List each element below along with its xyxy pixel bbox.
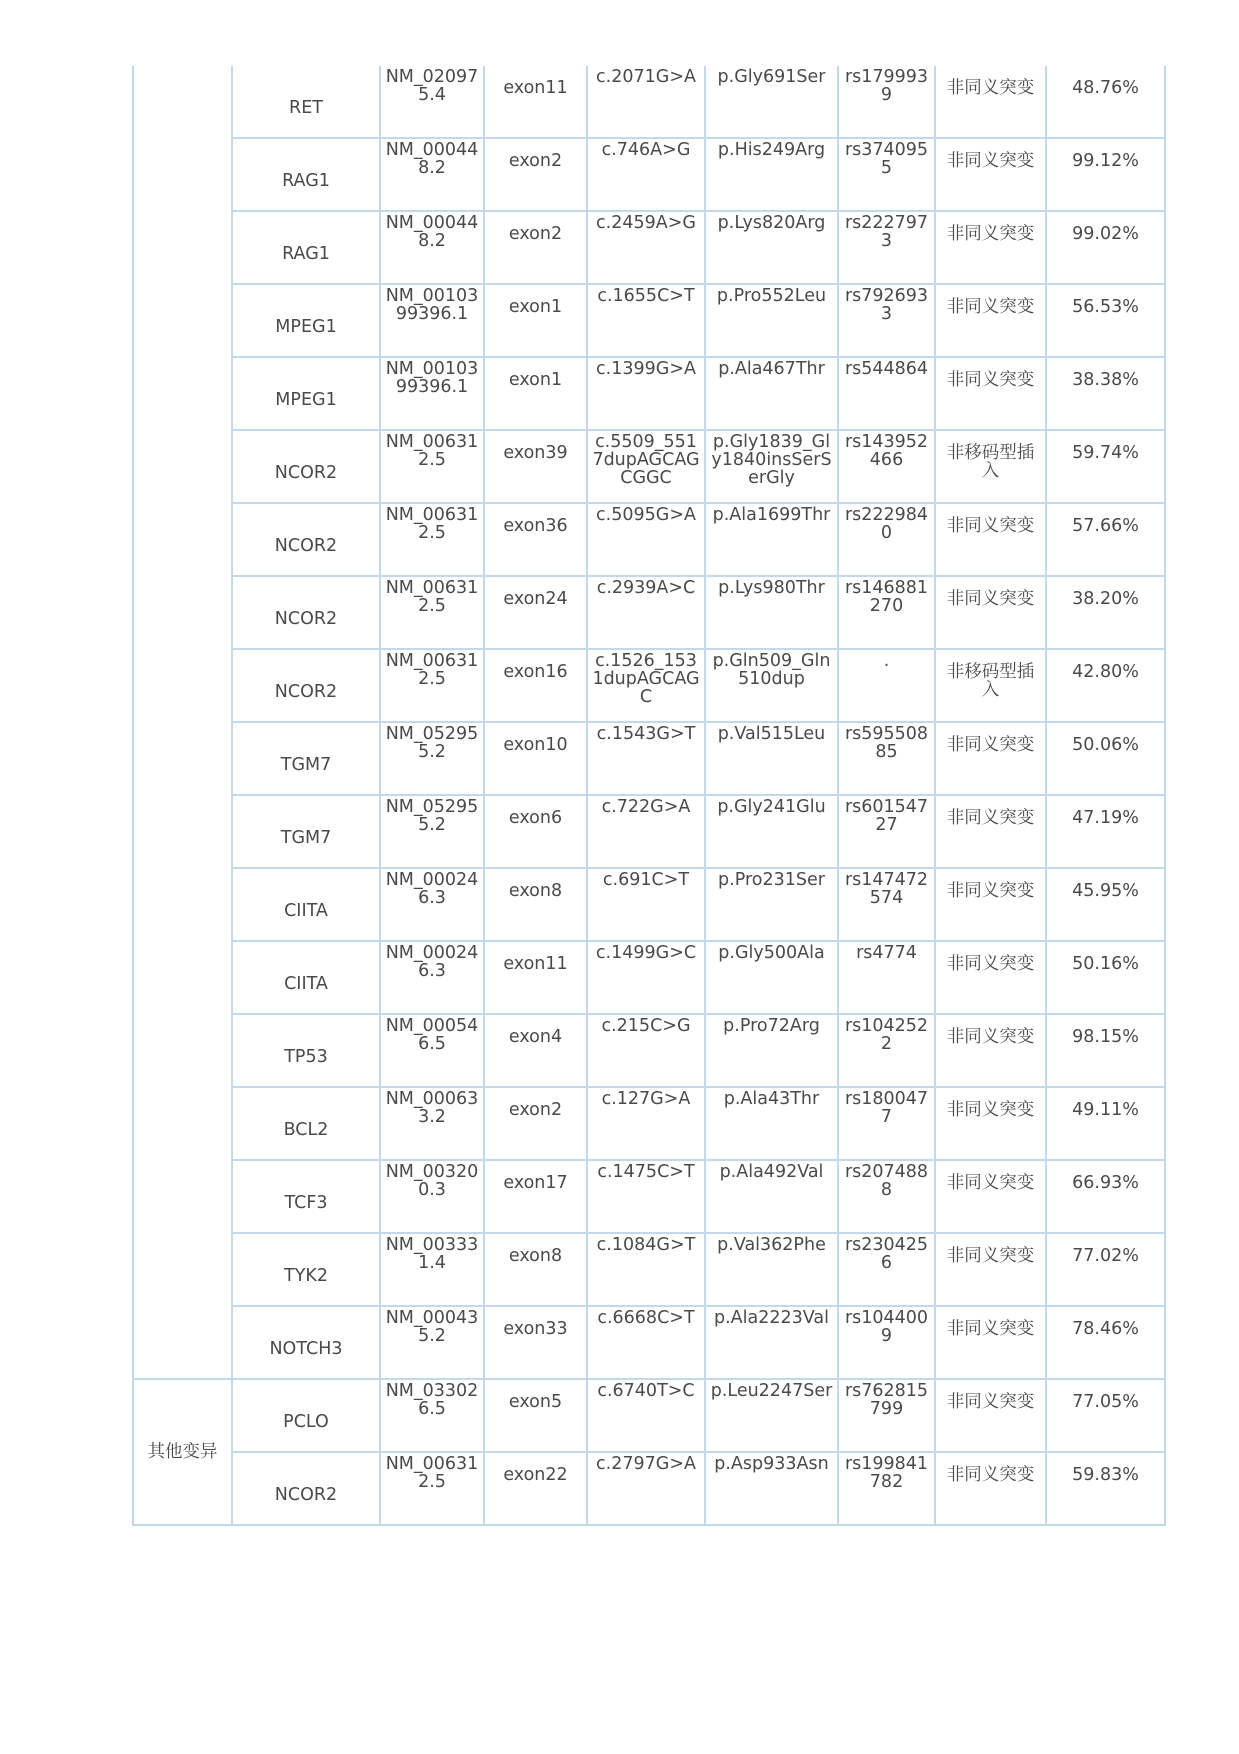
exon-cell: exon22 — [484, 1452, 587, 1525]
exon-cell: exon1 — [484, 284, 587, 357]
transcript-cell: NM_0010399396.1 — [380, 357, 484, 430]
rsid-cell: rs143952466 — [838, 430, 935, 503]
frequency-cell: 99.12% — [1046, 138, 1165, 211]
frequency-cell: 78.46% — [1046, 1306, 1165, 1379]
gene-cell: TCF3 — [232, 1160, 380, 1233]
transcript-cell: NM_000246.3 — [380, 941, 484, 1014]
gene-cell: RAG1 — [232, 138, 380, 211]
frequency-cell: 45.95% — [1046, 868, 1165, 941]
mutation-type-cell: 非同义突变 — [935, 138, 1046, 211]
exon-cell: exon8 — [484, 868, 587, 941]
exon-cell: exon11 — [484, 941, 587, 1014]
rsid-cell: rs4774 — [838, 941, 935, 1014]
mutation-type-cell: 非同义突变 — [935, 1160, 1046, 1233]
gene-cell: RET — [232, 66, 380, 138]
protein-change-cell: p.Lys980Thr — [705, 576, 838, 649]
mutation-type-cell: 非同义突变 — [935, 1233, 1046, 1306]
rsid-cell: rs2304256 — [838, 1233, 935, 1306]
protein-change-cell: p.Gly691Ser — [705, 66, 838, 138]
mutation-type-cell: 非同义突变 — [935, 1452, 1046, 1525]
mutation-type-cell: 非同义突变 — [935, 211, 1046, 284]
exon-cell: exon8 — [484, 1233, 587, 1306]
transcript-cell: NM_052955.2 — [380, 722, 484, 795]
protein-change-cell: p.Ala43Thr — [705, 1087, 838, 1160]
rsid-cell: rs544864 — [838, 357, 935, 430]
table-row — [133, 211, 1165, 284]
gene-cell: RAG1 — [232, 211, 380, 284]
frequency-cell: 38.20% — [1046, 576, 1165, 649]
cdna-change-cell: c.1526_1531dupAGCAGC — [587, 649, 705, 722]
protein-change-cell: p.Ala467Thr — [705, 357, 838, 430]
gene-cell: CIITA — [232, 868, 380, 941]
rsid-cell: rs1042522 — [838, 1014, 935, 1087]
transcript-cell: NM_033026.5 — [380, 1379, 484, 1452]
frequency-cell: 50.16% — [1046, 941, 1165, 1014]
transcript-cell: NM_006312.5 — [380, 430, 484, 503]
exon-cell: exon5 — [484, 1379, 587, 1452]
table-row — [133, 795, 1165, 868]
table-row — [133, 868, 1165, 941]
protein-change-cell: p.Lys820Arg — [705, 211, 838, 284]
transcript-cell: NM_052955.2 — [380, 795, 484, 868]
gene-cell: MPEG1 — [232, 357, 380, 430]
frequency-cell: 56.53% — [1046, 284, 1165, 357]
cdna-change-cell: c.127G>A — [587, 1087, 705, 1160]
protein-change-cell: p.Ala492Val — [705, 1160, 838, 1233]
table-row — [133, 284, 1165, 357]
rsid-cell: rs1799939 — [838, 66, 935, 138]
gene-cell: NCOR2 — [232, 649, 380, 722]
protein-change-cell: p.Asp933Asn — [705, 1452, 838, 1525]
mutation-type-cell: 非移码型插入 — [935, 430, 1046, 503]
protein-change-cell: p.Gly241Glu — [705, 795, 838, 868]
gene-cell: PCLO — [232, 1379, 380, 1452]
protein-change-cell: p.Gln509_Gln510dup — [705, 649, 838, 722]
table-row — [133, 1160, 1165, 1233]
exon-cell: exon2 — [484, 138, 587, 211]
rsid-cell: rs199841782 — [838, 1452, 935, 1525]
mutation-type-cell: 非同义突变 — [935, 1014, 1046, 1087]
mutation-type-cell: 非同义突变 — [935, 795, 1046, 868]
transcript-cell: NM_0010399396.1 — [380, 284, 484, 357]
protein-change-cell: p.His249Arg — [705, 138, 838, 211]
mutation-type-cell: 非同义突变 — [935, 941, 1046, 1014]
exon-cell: exon10 — [484, 722, 587, 795]
protein-change-cell: p.Val515Leu — [705, 722, 838, 795]
cdna-change-cell: c.6668C>T — [587, 1306, 705, 1379]
rsid-cell: rs7926933 — [838, 284, 935, 357]
frequency-cell: 66.93% — [1046, 1160, 1165, 1233]
cdna-change-cell: c.1499G>C — [587, 941, 705, 1014]
protein-change-cell: p.Pro231Ser — [705, 868, 838, 941]
cdna-change-cell: c.2071G>A — [587, 66, 705, 138]
table-row — [133, 138, 1165, 211]
table-row — [133, 1014, 1165, 1087]
mutation-type-cell: 非同义突变 — [935, 576, 1046, 649]
frequency-cell: 49.11% — [1046, 1087, 1165, 1160]
mutation-type-cell: 非同义突变 — [935, 357, 1046, 430]
category-cell — [133, 66, 232, 1379]
gene-cell: CIITA — [232, 941, 380, 1014]
table-row — [133, 1233, 1165, 1306]
rsid-cell: rs2074888 — [838, 1160, 935, 1233]
frequency-cell: 38.38% — [1046, 357, 1165, 430]
transcript-cell: NM_006312.5 — [380, 1452, 484, 1525]
rsid-cell: rs3740955 — [838, 138, 935, 211]
table-row — [133, 722, 1165, 795]
exon-cell: exon36 — [484, 503, 587, 576]
transcript-cell: NM_000246.3 — [380, 868, 484, 941]
rsid-cell: rs1800477 — [838, 1087, 935, 1160]
exon-cell: exon11 — [484, 66, 587, 138]
cdna-change-cell: c.722G>A — [587, 795, 705, 868]
table-row — [133, 941, 1165, 1014]
protein-change-cell: p.Gly500Ala — [705, 941, 838, 1014]
cdna-change-cell: c.2797G>A — [587, 1452, 705, 1525]
cdna-change-cell: c.2459A>G — [587, 211, 705, 284]
cdna-change-cell: c.6740T>C — [587, 1379, 705, 1452]
protein-change-cell: p.Ala1699Thr — [705, 503, 838, 576]
transcript-cell: NM_003331.4 — [380, 1233, 484, 1306]
protein-change-cell: p.Ala2223Val — [705, 1306, 838, 1379]
cdna-change-cell: c.5095G>A — [587, 503, 705, 576]
protein-change-cell: p.Leu2247Ser — [705, 1379, 838, 1452]
transcript-cell: NM_006312.5 — [380, 649, 484, 722]
table-row — [133, 576, 1165, 649]
gene-cell: NOTCH3 — [232, 1306, 380, 1379]
transcript-cell: NM_003200.3 — [380, 1160, 484, 1233]
transcript-cell: NM_006312.5 — [380, 576, 484, 649]
transcript-cell: NM_020975.4 — [380, 66, 484, 138]
cdna-change-cell: c.1084G>T — [587, 1233, 705, 1306]
transcript-cell: NM_000435.2 — [380, 1306, 484, 1379]
mutation-type-cell: 非同义突变 — [935, 868, 1046, 941]
exon-cell: exon2 — [484, 1087, 587, 1160]
cdna-change-cell: c.691C>T — [587, 868, 705, 941]
frequency-cell: 50.06% — [1046, 722, 1165, 795]
table-row — [133, 649, 1165, 722]
cdna-change-cell: c.1655C>T — [587, 284, 705, 357]
frequency-cell: 59.74% — [1046, 430, 1165, 503]
frequency-cell: 77.05% — [1046, 1379, 1165, 1452]
transcript-cell: NM_000448.2 — [380, 138, 484, 211]
mutation-type-cell: 非同义突变 — [935, 1087, 1046, 1160]
rsid-cell: rs146881270 — [838, 576, 935, 649]
table-row — [133, 430, 1165, 503]
rsid-cell: rs59550885 — [838, 722, 935, 795]
table-row — [133, 66, 1165, 138]
table-row — [133, 1087, 1165, 1160]
table-body — [133, 66, 1165, 1525]
transcript-cell: NM_000546.5 — [380, 1014, 484, 1087]
rsid-cell: rs147472574 — [838, 868, 935, 941]
rsid-cell: rs762815799 — [838, 1379, 935, 1452]
cdna-change-cell: c.746A>G — [587, 138, 705, 211]
table-row — [133, 1379, 1165, 1452]
rsid-cell: rs60154727 — [838, 795, 935, 868]
mutation-type-cell: 非同义突变 — [935, 722, 1046, 795]
table-row — [133, 1306, 1165, 1379]
gene-cell: TP53 — [232, 1014, 380, 1087]
cdna-change-cell: c.1399G>A — [587, 357, 705, 430]
frequency-cell: 57.66% — [1046, 503, 1165, 576]
table-row — [133, 357, 1165, 430]
rsid-cell: rs2229840 — [838, 503, 935, 576]
frequency-cell: 77.02% — [1046, 1233, 1165, 1306]
protein-change-cell: p.Gly1839_Gly1840insSerSerGly — [705, 430, 838, 503]
mutation-type-cell: 非移码型插入 — [935, 649, 1046, 722]
protein-change-cell: p.Pro552Leu — [705, 284, 838, 357]
gene-cell: TGM7 — [232, 795, 380, 868]
gene-cell: MPEG1 — [232, 284, 380, 357]
transcript-cell: NM_000633.2 — [380, 1087, 484, 1160]
exon-cell: exon4 — [484, 1014, 587, 1087]
cdna-change-cell: c.1543G>T — [587, 722, 705, 795]
gene-cell: BCL2 — [232, 1087, 380, 1160]
rsid-cell: rs2227973 — [838, 211, 935, 284]
frequency-cell: 47.19% — [1046, 795, 1165, 868]
cdna-change-cell: c.2939A>C — [587, 576, 705, 649]
gene-cell: NCOR2 — [232, 503, 380, 576]
category-cell: 其他变异 — [133, 1379, 232, 1525]
table-row — [133, 503, 1165, 576]
exon-cell: exon24 — [484, 576, 587, 649]
frequency-cell: 99.02% — [1046, 211, 1165, 284]
gene-cell: TGM7 — [232, 722, 380, 795]
exon-cell: exon17 — [484, 1160, 587, 1233]
mutation-type-cell: 非同义突变 — [935, 1306, 1046, 1379]
mutation-type-cell: 非同义突变 — [935, 284, 1046, 357]
frequency-cell: 59.83% — [1046, 1452, 1165, 1525]
exon-cell: exon6 — [484, 795, 587, 868]
table-row — [133, 1452, 1165, 1525]
rsid-cell: rs1044009 — [838, 1306, 935, 1379]
transcript-cell: NM_000448.2 — [380, 211, 484, 284]
mutation-type-cell: 非同义突变 — [935, 503, 1046, 576]
protein-change-cell: p.Pro72Arg — [705, 1014, 838, 1087]
gene-cell: TYK2 — [232, 1233, 380, 1306]
exon-cell: exon39 — [484, 430, 587, 503]
gene-cell: NCOR2 — [232, 1452, 380, 1525]
exon-cell: exon33 — [484, 1306, 587, 1379]
frequency-cell: 98.15% — [1046, 1014, 1165, 1087]
gene-cell: NCOR2 — [232, 576, 380, 649]
transcript-cell: NM_006312.5 — [380, 503, 484, 576]
frequency-cell: 48.76% — [1046, 66, 1165, 138]
exon-cell: exon2 — [484, 211, 587, 284]
variant-table — [132, 66, 1166, 1526]
exon-cell: exon16 — [484, 649, 587, 722]
cdna-change-cell: c.5509_5517dupAGCAGCGGC — [587, 430, 705, 503]
cdna-change-cell: c.1475C>T — [587, 1160, 705, 1233]
protein-change-cell: p.Val362Phe — [705, 1233, 838, 1306]
frequency-cell: 42.80% — [1046, 649, 1165, 722]
gene-cell: NCOR2 — [232, 430, 380, 503]
mutation-type-cell: 非同义突变 — [935, 1379, 1046, 1452]
rsid-cell: . — [838, 649, 935, 722]
cdna-change-cell: c.215C>G — [587, 1014, 705, 1087]
mutation-type-cell: 非同义突变 — [935, 66, 1046, 138]
exon-cell: exon1 — [484, 357, 587, 430]
